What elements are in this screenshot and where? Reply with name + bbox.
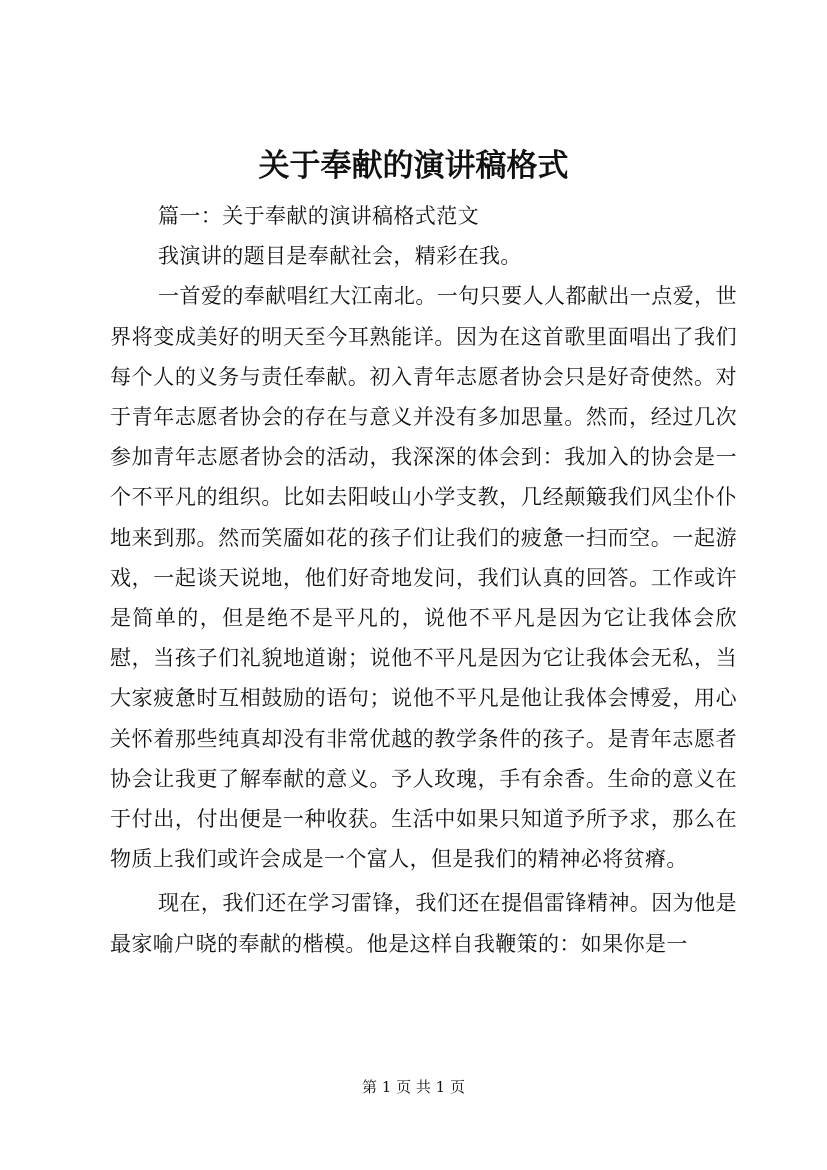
body-paragraph: 一首爱的奉献唱红大江南北。一句只要人人都献出一点爱，世界将变成美好的明天至今耳熟能详。因为在这首歌里面唱出了我们每个人的义务与责任奉献。初入青年志愿者协会只是好奇使然。对于青年志愿者协会的存在与意义并没有多加思量。然而，经过几次参加青年志愿者协会的活动，我深深的体会到：我加入的协会是一个不平凡的组织。比如去阳岐山小学支教，几经颠簸我们风尘仆仆地来到那。然而笑靥如花的孩子们让我们的疲惫一扫而空。一起游戏，一起谈天说地，他们好奇地发问，我们认真的回答。工作或许是简单的，但是绝不是平凡的，说他不平凡是因为它让我体会欣慰，当孩子们礼貌地道谢；说他不平凡是因为它让我体会无私，当大家疲惫时互相鼓励的语句；说他不平凡是他让我体会博爱，用心关怀着那些纯真却没有非常优越的教学条件的孩子。是青年志愿者协会让我更了解奉献的意义。予人玫瑰，手有余香。生命的意义在于付出，付出便是一种收获。生活中如果只知道予所予求，那么在物质上我们或许会成是一个富人，但是我们的精神必将贫瘠。 <box>110 284 737 872</box>
body-paragraph: 现在，我们还在学习雷锋，我们还在提倡雷锋精神。因为他是最家喻户晓的奉献的楷模。他是这样自我鞭策的：如果你是一 <box>110 891 737 956</box>
body-paragraph: 我演讲的题目是奉献社会，精彩在我。 <box>158 244 522 269</box>
page-number-footer: 第 1 页 共 1 页 <box>362 1078 465 1096</box>
section-heading: 篇一：关于奉献的演讲稿格式范文 <box>158 204 479 228</box>
document-title: 关于奉献的演讲稿格式 <box>258 148 569 184</box>
document-body <box>110 196 737 964</box>
